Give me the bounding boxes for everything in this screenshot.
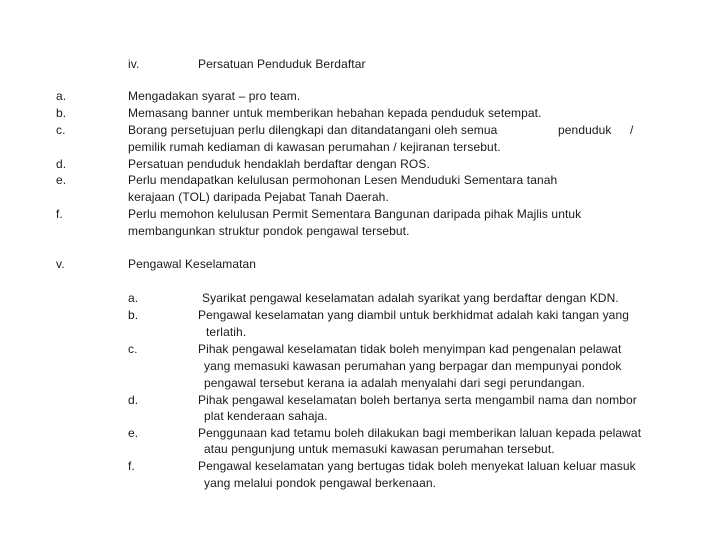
item-text: penduduk bbox=[558, 123, 612, 137]
item-marker: c. bbox=[128, 342, 138, 356]
item-text: terlatih. bbox=[206, 325, 247, 339]
item-text: Mengadakan syarat – pro team. bbox=[128, 89, 301, 103]
item-marker: b. bbox=[56, 106, 67, 120]
item-text: / bbox=[630, 123, 634, 137]
item-text: Pengawal keselamatan yang diambil untuk berkhidmat adalah kaki tangan yang bbox=[198, 308, 630, 322]
item-text: Pihak pengawal keselamatan boleh bertanya serta mengambil nama dan nombor bbox=[198, 393, 637, 407]
item-text: Perlu mendapatkan kelulusan permohonan Lesen Menduduki Sementara tanah bbox=[128, 173, 558, 187]
item-text: Borang persetujuan perlu dilengkapi dan ditandatangani oleh semua bbox=[128, 123, 498, 137]
item-marker: f. bbox=[128, 459, 135, 473]
item-marker: d. bbox=[56, 157, 67, 171]
item-marker: b. bbox=[128, 308, 139, 322]
item-text: Penggunaan kad tetamu boleh dilakukan bagi memberikan laluan kepada pelawat bbox=[198, 426, 642, 440]
item-text: Persatuan penduduk hendaklah berdaftar dengan ROS. bbox=[128, 157, 430, 171]
item-text: Perlu memohon kelulusan Permit Sementara Bangunan daripada pihak Majlis untuk bbox=[128, 207, 582, 221]
section-iv-title: Persatuan Penduduk Berdaftar bbox=[198, 57, 366, 71]
item-marker: e. bbox=[128, 426, 139, 440]
section-v-title: Pengawal Keselamatan bbox=[128, 257, 257, 271]
section-v-numeral: v. bbox=[56, 257, 65, 271]
item-text: Pihak pengawal keselamatan tidak boleh menyimpan kad pengenalan pelawat bbox=[198, 342, 622, 356]
section-iv-numeral: iv. bbox=[128, 57, 140, 71]
item-text: pengawal tersebut kerana ia adalah menyalahi dari segi perundangan. bbox=[204, 376, 585, 390]
item-marker: a. bbox=[56, 89, 67, 103]
item-marker: f. bbox=[56, 207, 63, 221]
item-marker: e. bbox=[56, 173, 67, 187]
item-text: Memasang banner untuk memberikan hebahan kepada penduduk setempat. bbox=[128, 106, 542, 120]
item-marker: c. bbox=[56, 123, 66, 137]
item-text: yang melalui pondok pengawal berkenaan. bbox=[204, 476, 437, 490]
item-text: Syarikat pengawal keselamatan adalah syarikat yang berdaftar dengan KDN. bbox=[202, 291, 619, 305]
item-marker: a. bbox=[128, 291, 139, 305]
item-text: Pengawal keselamatan yang bertugas tidak boleh menyekat laluan keluar masuk bbox=[198, 459, 636, 473]
item-text: atau pengunjung untuk memasuki kawasan perumahan tersebut. bbox=[204, 442, 555, 456]
item-marker: d. bbox=[128, 393, 139, 407]
item-text: membangunkan struktur pondok pengawal tersebut. bbox=[128, 224, 410, 238]
item-text: yang memasuki kawasan perumahan yang berpagar dan mempunyai pondok bbox=[204, 359, 622, 373]
item-text: plat kenderaan sahaja. bbox=[204, 409, 328, 423]
item-text: kerajaan (TOL) daripada Pejabat Tanah Daerah. bbox=[128, 190, 389, 204]
item-text: pemilik rumah kediaman di kawasan perumahan / kejiranan tersebut. bbox=[128, 140, 501, 154]
